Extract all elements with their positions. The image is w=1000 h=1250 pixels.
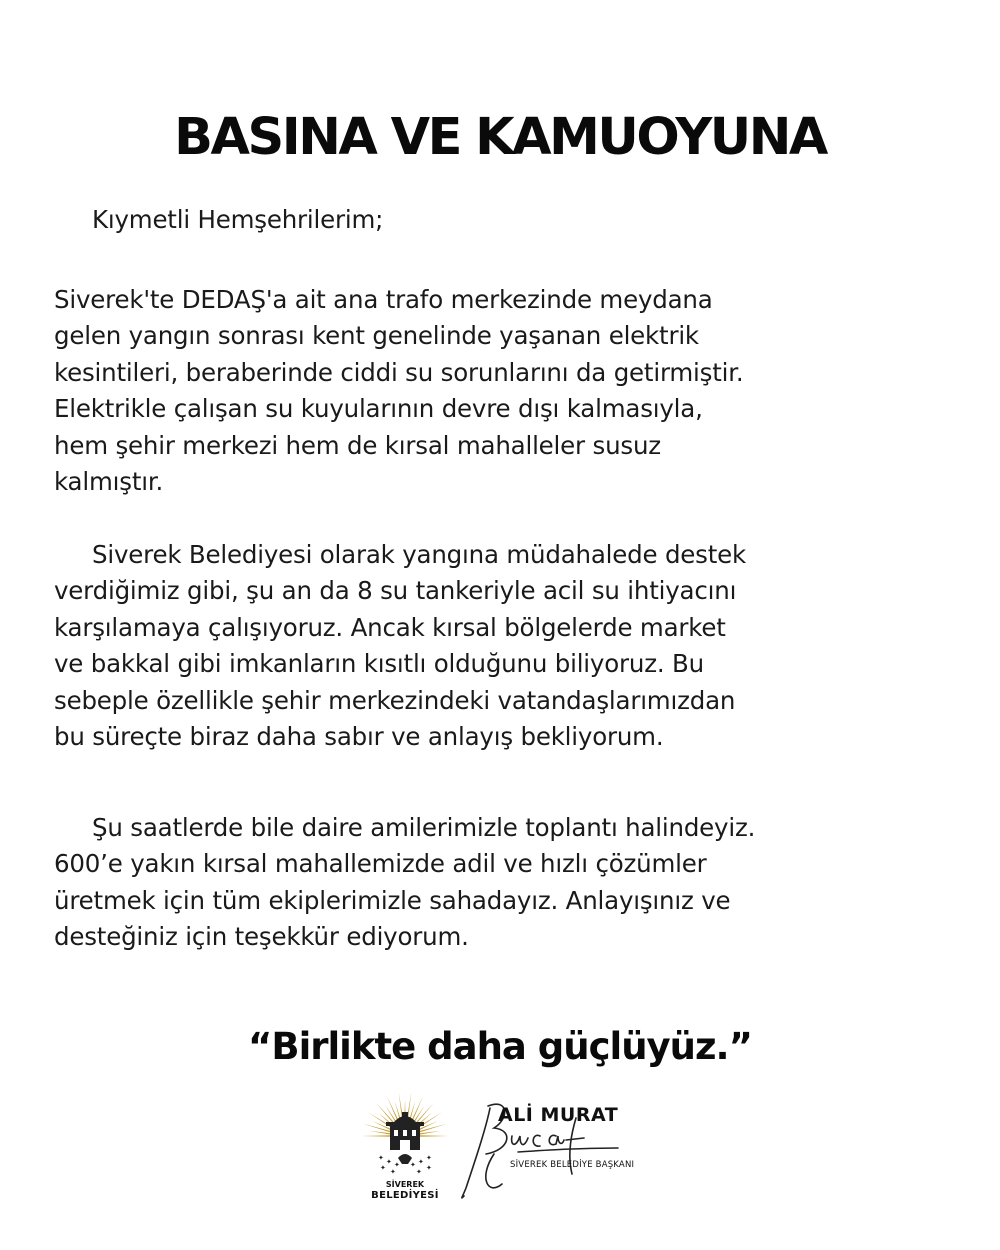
greeting: Kıymetli Hemşehrilerim; bbox=[92, 205, 384, 234]
paragraph-line: 600’e yakın kırsal mahallemizde adil ve hızlı çözümler bbox=[54, 849, 707, 879]
svg-text:✦: ✦ bbox=[386, 1158, 392, 1166]
footer-signature-block bbox=[350, 1088, 660, 1213]
closing-quote: “Birlikte daha güçlüyüz.” bbox=[248, 1025, 752, 1068]
sunburst-emblem-icon bbox=[350, 1088, 460, 1183]
sun-ray bbox=[416, 1112, 442, 1129]
paragraph-line: ve bakkal gibi imkanların kısıtlı olduğunu biliyoruz. Bu bbox=[54, 649, 704, 679]
signatory-name: ALİ MURAT bbox=[498, 1104, 619, 1126]
paragraph-line: üretmek için tüm ekiplerimizle sahadayız. Anlayışınız ve bbox=[54, 885, 731, 915]
svg-text:✦: ✦ bbox=[418, 1158, 424, 1166]
paragraph-line: kalmıştır. bbox=[54, 467, 164, 497]
svg-text:✦: ✦ bbox=[380, 1164, 386, 1172]
paragraph-line: desteğiniz için teşekkür ediyorum. bbox=[54, 922, 469, 952]
paragraph-line: gelen yangın sonrası kent genelinde yaşanan elektrik bbox=[54, 321, 699, 351]
paragraph-line: Şu saatlerde bile daire amilerimizle toplantı halindeyiz. bbox=[92, 813, 756, 842]
svg-text:✦: ✦ bbox=[410, 1161, 416, 1169]
paragraph-line: hem şehir merkezi hem de kırsal mahalleler susuz bbox=[54, 430, 661, 460]
paragraph-3 bbox=[54, 810, 954, 956]
paragraph-1 bbox=[54, 282, 954, 500]
svg-text:✦: ✦ bbox=[390, 1168, 396, 1176]
paragraph-line: Siverek'te DEDAŞ'a ait ana trafo merkezinde meydana bbox=[54, 285, 713, 314]
paragraph-2 bbox=[54, 537, 954, 755]
paragraph-line: karşılamaya çalışıyoruz. Ancak kırsal bölgelerde market bbox=[54, 612, 726, 642]
municipality-logo bbox=[350, 1088, 460, 1213]
sun-ray bbox=[419, 1135, 449, 1136]
svg-text:✦: ✦ bbox=[416, 1168, 422, 1176]
sun-ray bbox=[361, 1135, 391, 1136]
svg-text:✦: ✦ bbox=[378, 1154, 384, 1162]
paragraph-line: bu süreçte biraz daha sabır ve anlayış bekliyorum. bbox=[54, 722, 664, 752]
paragraph-line: kesintileri, beraberinde ciddi su sorunlarını da getirmiştir. bbox=[54, 357, 744, 387]
paragraph-line: Siverek Belediyesi olarak yangına müdahalede destek bbox=[92, 540, 747, 569]
page-title: BASINA VE KAMUOYUNA bbox=[174, 108, 826, 167]
logo-text-top: SİVEREK bbox=[385, 1180, 425, 1189]
svg-text:✦: ✦ bbox=[394, 1161, 400, 1169]
paragraph-line: verdiğimiz gibi, şu an da 8 su tankeriyle acil su ihtiyacını bbox=[54, 576, 737, 606]
svg-text:✦: ✦ bbox=[426, 1154, 432, 1162]
signatory-role: SİVEREK BELEDİYE BAŞKANI bbox=[510, 1160, 635, 1170]
sun-ray bbox=[368, 1112, 394, 1129]
paragraph-line: sebeple özellikle şehir merkezindeki vatandaşlarımızdan bbox=[54, 685, 736, 715]
logo-text-bottom: BELEDİYESİ bbox=[371, 1190, 439, 1201]
signature-area bbox=[458, 1088, 658, 1213]
paragraph-line: Elektrikle çalışan su kuyularının devre dışı kalmasıyla, bbox=[54, 394, 703, 424]
svg-text:✦: ✦ bbox=[426, 1164, 432, 1172]
